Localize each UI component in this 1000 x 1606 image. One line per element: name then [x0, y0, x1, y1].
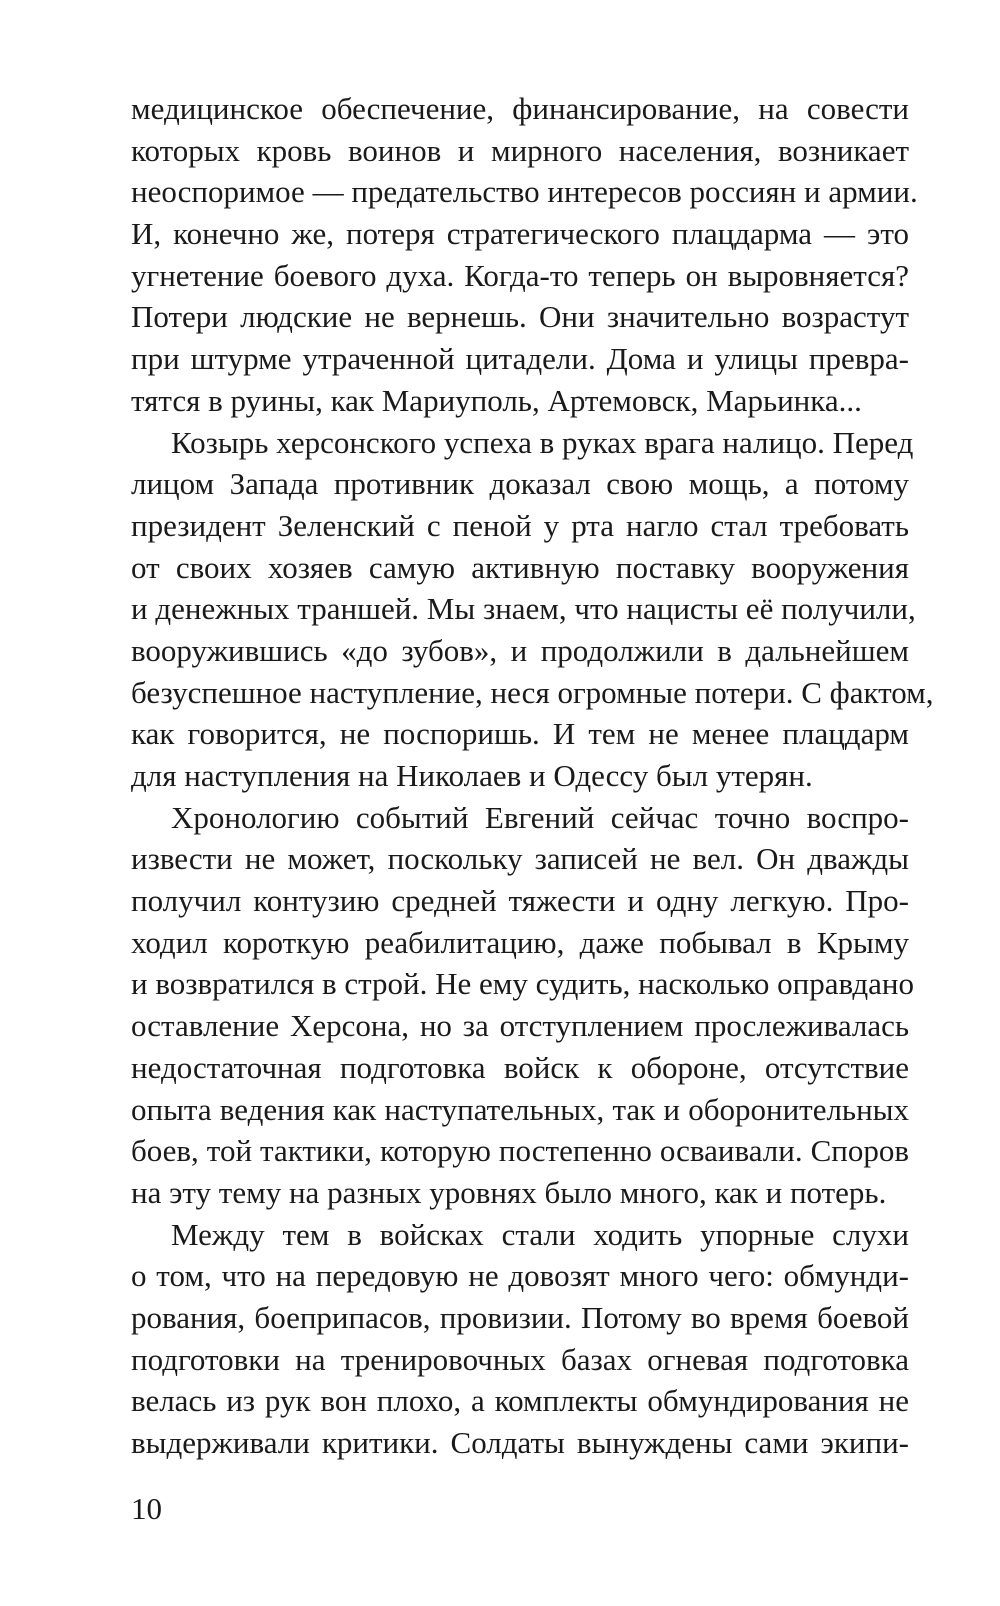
text-line: от своих хозяев самую активную поставку вооружения	[131, 549, 909, 585]
text-line: боев, той тактики, которую постепенно осваивали. Споров	[131, 1133, 909, 1169]
text-line: недостаточная подготовка войск к обороне, отсутствие	[131, 1049, 909, 1085]
body-text	[131, 88, 934, 1464]
text-line: тятся в руины, как Мариуполь, Артемовск, Марьинка...	[131, 382, 862, 418]
text-line: извести не может, поскольку записей не вел. Он дважды	[131, 841, 909, 877]
text-line: неоспоримое — предательство интересов россиян и армии.	[131, 174, 918, 210]
text-line: вооружившись «до зубов», и продолжили в дальнейшем	[131, 632, 909, 668]
text-line: Козырь херсонского успеха в руках врага налицо. Перед	[171, 424, 914, 460]
page-number: 10	[131, 1491, 162, 1526]
text-line: лицом Запада противник доказал свою мощь, а потому	[131, 466, 909, 502]
text-line: угнетение боевого духа. Когда-то теперь он выровняется?	[131, 257, 909, 293]
text-line: медицинское обеспечение, финансирование, на совести	[131, 91, 909, 126]
text-line: безуспешное наступление, неся огромные потери. С фактом,	[131, 674, 934, 710]
text-line: на эту тему на разных уровнях было много, как и потерь.	[131, 1174, 887, 1210]
text-line: опыта ведения как наступательных, так и оборонительных	[131, 1091, 909, 1127]
text-line: которых кровь воинов и мирного населения, возникает	[131, 132, 909, 168]
text-line: президент Зеленский с пеной у рта нагло стал требовать	[131, 507, 909, 543]
text-line: И, конечно же, потеря стратегического плацдарма — это	[131, 216, 909, 252]
text-line: о том, что на передовую не довозят много чего: обмунди-	[131, 1258, 909, 1294]
text-line: для наступления на Николаев и Одессу был утерян.	[131, 758, 813, 793]
text-line: Хронологию событий Евгений сейчас точно воспро-	[171, 799, 909, 835]
text-line: при штурме утраченной цитадели. Дома и улицы превра-	[131, 341, 909, 377]
text-line: и возвратился в строй. Не ему судить, насколько оправдано	[131, 966, 914, 1002]
text-line: ходил короткую реабилитацию, даже побывал в Крыму	[131, 924, 909, 960]
text-line: получил контузию средней тяжести и одну легкую. Про-	[131, 883, 909, 919]
text-line: и денежных траншей. Мы знаем, что нацисты её получили,	[131, 591, 916, 627]
text-line: велась из рук вон плохо, а комплекты обмундирования не	[131, 1383, 909, 1419]
text-line: как говорится, не поспоришь. И тем не менее плацдарм	[131, 716, 909, 752]
text-line: Между тем в войсках стали ходить упорные слухи	[171, 1216, 909, 1252]
text-line: оставление Херсона, но за отступлением прослеживалась	[131, 1008, 909, 1044]
text-line: рования, боеприпасов, провизии. Потому во время боевой	[131, 1299, 909, 1335]
text-line: Потери людские не вернешь. Они значительно возрастут	[131, 299, 909, 335]
text-line: подготовки на тренировочных базах огневая подготовка	[131, 1341, 909, 1377]
text-line: выдерживали критики. Солдаты вынуждены сами экипи-	[131, 1425, 909, 1460]
